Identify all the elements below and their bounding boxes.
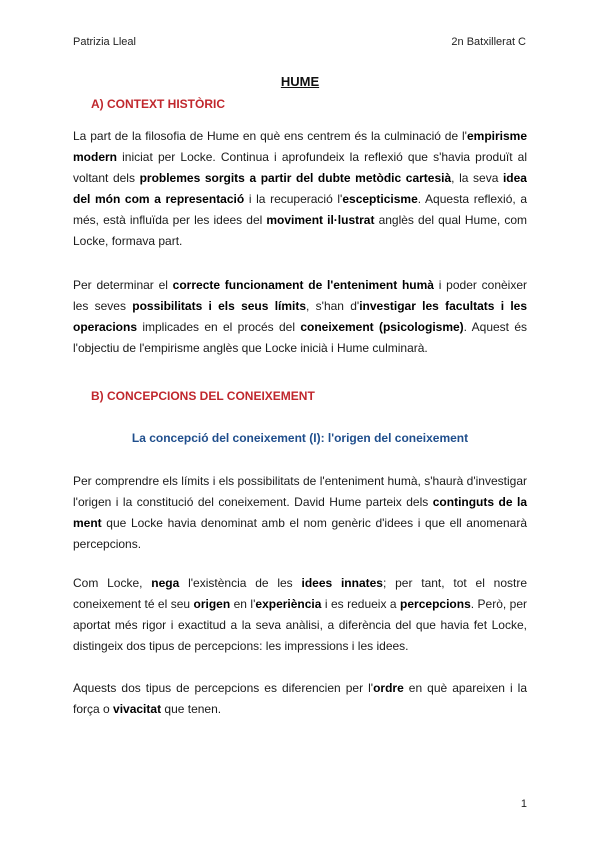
paragraph-4: Com Locke, nega l'existència de les idees innates; per tant, tot el nostre coneixement té el seu origen en l'experiència i es redueix a percepcions. Però, per aportat més rigor i exactitud a la seva anàlisi, a diferència del que havia fet Locke, distingeix dos tipus de percepcions: les impressions i les idees. xyxy=(73,576,528,653)
document-title: HUME xyxy=(280,74,320,89)
section-b-heading: B) CONCEPCIONS DEL CONEIXEMENT xyxy=(91,389,315,403)
section-a-heading: A) CONTEXT HISTÒRIC xyxy=(91,97,225,111)
page-number: 1 xyxy=(520,798,527,810)
paragraph-3: Per comprendre els límits i els possibilitats de l'enteniment humà, s'haurà d'investigar l'origen i la constitució del coneixement. David Hume parteix dels continguts de la ment que Locke havia denominat amb el nom genèric d'idees i que ell anomenarà percepcions. xyxy=(73,474,527,551)
header-author: Patrizia Lleal xyxy=(73,36,136,48)
paragraph-2: Per determinar el correcte funcionament de l'enteniment humà i poder conèixer les seves possibilitats i els seus límits, s'han d'investigar les facultats i les operacions implicades en el procés del coneixement (psicologisme). Aquest és l'objectiu de l'empirisme anglès que Locke inicià i Hume culminarà. xyxy=(73,278,528,355)
paragraph-1: La part de la filosofia de Hume en què ens centrem és la culminació de l'empirisme modern iniciat per Locke. Continua i aprofundeix la reflexió que s'havia produït al voltant dels problemes sorgits a partir del dubte metòdic cartesià, la seva idea del món com a representació i la recuperació l'escepticisme. Aquesta reflexió, a més, està influïda per les idees del moviment il·lustrat anglès del qual Hume, com Locke, formava part. xyxy=(73,129,528,248)
header-course: 2n Batxillerat C xyxy=(451,36,526,48)
paragraph-5: Aquests dos tipus de percepcions es diferencien per l'ordre en què apareixen i la força o vivacitat que tenen. xyxy=(73,681,527,716)
subsection-heading: La concepció del coneixement (I): l'origen del coneixement xyxy=(131,431,469,445)
